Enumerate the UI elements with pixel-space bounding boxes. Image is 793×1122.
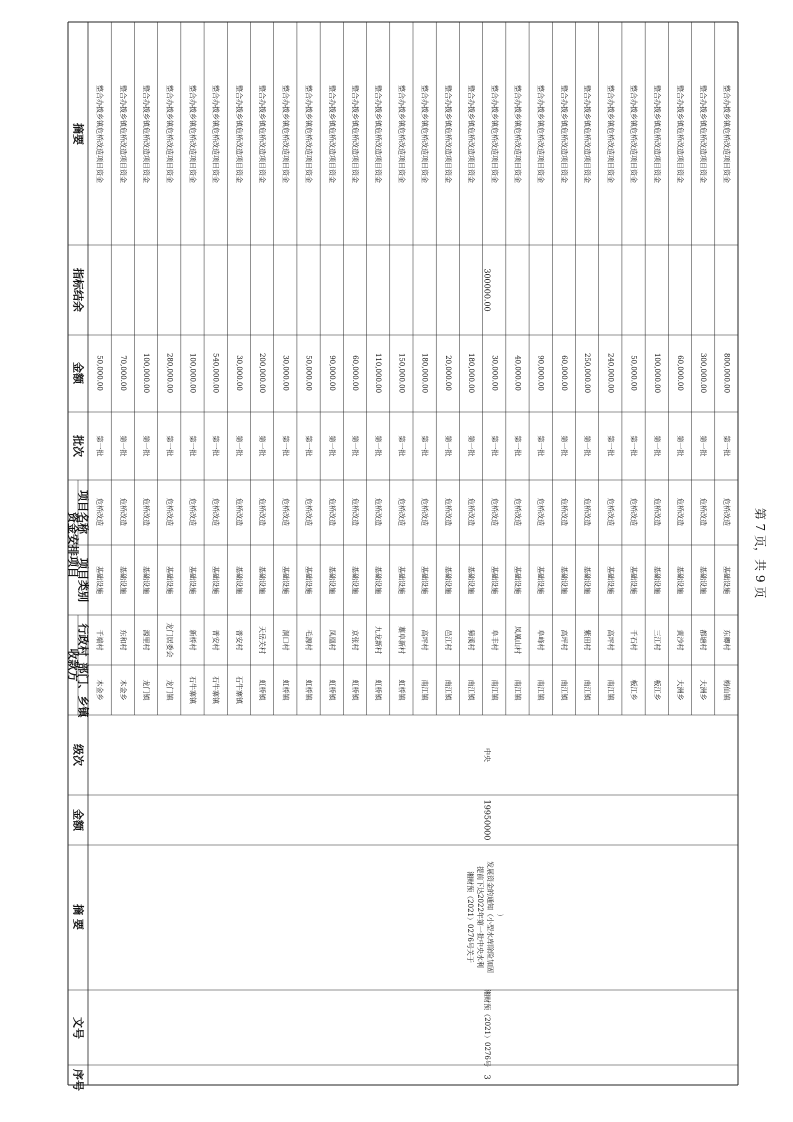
cell-summary: 整合办拨乡镇危桥改造项目资金: [490, 85, 499, 183]
cell-amount: 100,000.00: [142, 352, 151, 394]
cell-village: 三江村: [652, 629, 661, 651]
cell-town: 大洲乡: [675, 679, 684, 701]
cell-amount: 60,000.00: [350, 355, 359, 391]
cell-amount: 100,000.00: [652, 352, 661, 394]
cell-batch: 第一批: [583, 435, 592, 457]
cell-amount: 90,000.00: [327, 355, 336, 391]
group-amount: 19950000: [482, 799, 492, 841]
cell-town: 虹桥镇: [397, 679, 406, 701]
cell-summary: 整合办拨乡镇危桥改造项目资金: [374, 85, 383, 183]
cell-project-category: 基础设施: [629, 566, 638, 594]
cell-project-category: 基础设施: [699, 566, 708, 594]
cell-summary: 整合办拨乡镇危桥改造项目资金: [142, 85, 151, 183]
cell-summary: 整合办拨乡镇危桥改造项目资金: [304, 85, 313, 183]
cell-amount: 50,000.00: [304, 355, 313, 391]
cell-project-category: 基础设施: [142, 566, 151, 594]
cell-village: 高坪村: [606, 629, 615, 651]
cell-amount: 150,000.00: [397, 352, 406, 394]
cell-village: 高坪村: [420, 629, 429, 651]
cell-town: 木金乡: [95, 679, 104, 701]
cell-project-category: 基础设施: [188, 566, 197, 594]
cell-village: 洞口村: [281, 629, 290, 651]
cell-village: 东和村: [118, 629, 127, 651]
cell-summary: 整合办拨乡镇危桥改造项目资金: [188, 85, 197, 183]
cell-batch: 第一批: [559, 435, 568, 457]
cell-village: 普安村: [234, 629, 243, 651]
cell-project-name: 危桥改造: [374, 498, 383, 526]
cell-amount: 60,000.00: [559, 355, 568, 391]
cell-town: 虹桥镇: [327, 679, 336, 701]
cell-summary: 整合办拨乡镇危桥改造项目资金: [281, 85, 290, 183]
cell-project-name: 危桥改造: [513, 498, 522, 526]
cell-village: 京张村: [350, 629, 359, 651]
cell-project-name: 危桥改造: [165, 498, 174, 526]
cell-town: 虹桥镇: [374, 679, 383, 701]
cell-village: 九龙新村: [374, 626, 383, 654]
cell-summary: 整合办拨乡镇危桥改造项目资金: [652, 85, 661, 183]
cell-summary: 整合办拨乡镇危桥改造项目资金: [258, 85, 267, 183]
cell-amount: 50,000.00: [95, 355, 104, 391]
cell-amount: 30,000.00: [490, 355, 499, 391]
cell-summary: 整合办拨乡镇危桥改造项目资金: [606, 85, 615, 183]
cell-project-name: 危桥改造: [606, 498, 615, 526]
cell-batch: 第一批: [258, 435, 267, 457]
cell-summary: 整合办拨乡镇危桥改造项目资金: [722, 85, 731, 183]
cell-batch: 第一批: [142, 435, 151, 457]
cell-amount: 60,000.00: [675, 355, 684, 391]
group-summary-line: 提前下达2022年第一批中央水利: [476, 866, 484, 968]
cell-town: 南江镇: [559, 679, 568, 701]
cell-project-name: 危桥改造: [188, 498, 197, 526]
cell-town: 虹桥镇: [258, 679, 267, 701]
cell-summary: 整合办拨乡镇危桥改造项目资金: [397, 85, 406, 183]
cell-project-category: 基础设施: [606, 566, 615, 594]
group-summary-line: 发展资金的通知（小型水库除险加固: [486, 861, 494, 973]
cell-project-category: 基础设施: [258, 566, 267, 594]
cell-batch: 第一批: [722, 435, 731, 457]
cell-project-name: 危桥改造: [559, 498, 568, 526]
cell-project-name: 危桥改造: [583, 498, 592, 526]
cell-village: 藁阜新村: [397, 626, 406, 654]
cell-project-category: 基础设施: [420, 566, 429, 594]
header-summary: 摘 要: [71, 904, 85, 930]
cell-town: 梅仙镇: [722, 679, 731, 701]
cell-village: 新桥村: [188, 629, 197, 651]
cell-project-category: 基础设施: [513, 566, 522, 594]
cell-summary: 整合办拨乡镇危桥改造项目资金: [583, 85, 592, 183]
cell-amount: 20,000.00: [443, 355, 452, 391]
cell-batch: 第一批: [606, 435, 615, 457]
cell-village: 都塘村: [699, 629, 708, 651]
cell-village: 阜丰村: [490, 629, 499, 651]
cell-town: 南江镇: [443, 679, 452, 701]
cell-project-name: 危桥改造: [722, 498, 731, 526]
cell-project-category: 基础设施: [211, 566, 220, 594]
header-seq: 序号: [71, 1069, 85, 1091]
cell-village: 邑江村: [443, 629, 452, 651]
cell-summary: 整合办拨乡镇危桥改造项目资金: [675, 85, 684, 183]
group-level: 中央: [483, 748, 491, 762]
cell-batch: 第一批: [304, 435, 313, 457]
cell-project-name: 危桥改造: [443, 498, 452, 526]
cell-amount: 200,000.00: [258, 352, 267, 394]
cell-batch: 第一批: [629, 435, 638, 457]
cell-amount: 540,000.00: [211, 352, 220, 394]
cell-amount: 30,000.00: [234, 355, 243, 391]
cell-project-category: 基础设施: [467, 566, 476, 594]
cell-project-name: 危桥改造: [118, 498, 127, 526]
cell-summary: 整合办拨乡镇危桥改造项目资金: [559, 85, 568, 183]
header-level: 级次: [71, 744, 85, 766]
cell-project-category: 基础设施: [722, 566, 731, 594]
cell-village: 东卿村: [722, 629, 731, 651]
cell-village: 黄沙村: [675, 629, 684, 651]
cell-batch: 第一批: [443, 435, 452, 457]
group-summary-line: 湘财预（2021）0276号关于: [466, 871, 474, 963]
cell-project-category: 基础设施: [675, 566, 684, 594]
cell-batch: 第一批: [211, 435, 220, 457]
header-batch: 批次: [71, 435, 85, 457]
cell-project-name: 危桥改造: [536, 498, 545, 526]
cell-town: 石牛寨镇: [188, 676, 197, 704]
cell-batch: 第一批: [652, 435, 661, 457]
cell-town: 石牛寨镇: [211, 676, 220, 704]
cell-summary: 整合办拨乡镇危桥改造项目资金: [629, 85, 638, 183]
cell-project-name: 危桥改造: [490, 498, 499, 526]
cell-summary: 整合办拨乡镇危桥改造项目资金: [536, 85, 545, 183]
group-summary-line: ）: [496, 913, 504, 921]
header-row-amount: 金额: [71, 362, 85, 384]
cell-project-category: 基础设施: [350, 566, 359, 594]
cell-amount: 30,000.00: [281, 355, 290, 391]
cell-village: 千石村: [629, 629, 638, 651]
cell-summary: 整合办拨乡镇危桥改造项目资金: [699, 85, 708, 183]
cell-town: 龙门镇: [142, 679, 151, 701]
cell-batch: 第一批: [397, 435, 406, 457]
group-doc-no: 湘财预（2021）0276号: [483, 989, 491, 1067]
cell-batch: 第一批: [699, 435, 708, 457]
cell-project-name: 危桥改造: [95, 498, 104, 526]
cell-village: 凤凰山村: [513, 626, 522, 654]
cell-batch: 第一批: [536, 435, 545, 457]
cell-project-name: 危桥改造: [281, 498, 290, 526]
group-balance: 300000.00: [482, 268, 492, 312]
cell-amount: 40,000.00: [513, 355, 522, 391]
cell-project-category: 基础设施: [443, 566, 452, 594]
cell-project-name: 危桥改造: [420, 498, 429, 526]
cell-amount: 90,000.00: [536, 355, 545, 391]
cell-amount: 800,000.00: [722, 352, 731, 394]
cell-batch: 第一批: [675, 435, 684, 457]
header-admin-village: 行政村: [76, 623, 90, 657]
cell-village: 獐溪村: [467, 629, 476, 651]
cell-town: 南江镇: [513, 679, 522, 701]
header-project-name: 项目名称: [76, 490, 90, 534]
cell-project-category: 基础设施: [536, 566, 545, 594]
cell-project-category: 基础设施: [165, 566, 174, 594]
cell-project-category: 基础设施: [118, 566, 127, 594]
cell-batch: 第一批: [281, 435, 290, 457]
header-funds-project: 资金安排项目: [66, 512, 80, 578]
header-doc-no: 文号: [71, 1017, 85, 1039]
cell-town: 南江镇: [490, 679, 499, 701]
cell-village: 紫田村: [583, 629, 592, 651]
cell-town: 南江镇: [583, 679, 592, 701]
cell-batch: 第一批: [188, 435, 197, 457]
cell-project-name: 危桥改造: [629, 498, 638, 526]
cell-project-name: 危桥改造: [142, 498, 151, 526]
cell-town: 板江乡: [629, 679, 638, 701]
cell-project-category: 基础设施: [652, 566, 661, 594]
cell-batch: 第一批: [234, 435, 243, 457]
cell-project-category: 基础设施: [234, 566, 243, 594]
cell-amount: 300,000.00: [699, 352, 708, 394]
cell-town: 南江镇: [536, 679, 545, 701]
cell-amount: 180,000.00: [420, 352, 429, 394]
cell-town: 南江镇: [420, 679, 429, 701]
cell-summary: 整合办拨乡镇危桥改造项目资金: [234, 85, 243, 183]
cell-town: 板江乡: [652, 679, 661, 701]
cell-summary: 整合办拨乡镇危桥改造项目资金: [443, 85, 452, 183]
cell-village: 凤凰村: [327, 629, 336, 651]
cell-town: 南江镇: [467, 679, 476, 701]
cell-town: 木金乡: [118, 679, 127, 701]
cell-batch: 第一批: [118, 435, 127, 457]
cell-batch: 第一批: [374, 435, 383, 457]
cell-village: 龙门居委会: [165, 622, 174, 658]
cell-project-name: 危桥改造: [675, 498, 684, 526]
cell-town: 虹桥镇: [350, 679, 359, 701]
cell-batch: 第一批: [490, 435, 499, 457]
cell-town: 大洲乡: [699, 679, 708, 701]
cell-project-name: 危桥改造: [211, 498, 220, 526]
cell-project-name: 危桥改造: [397, 498, 406, 526]
cell-village: 源里村: [142, 629, 151, 651]
cell-town: 龙门镇: [165, 679, 174, 701]
cell-amount: 280,000.00: [165, 352, 174, 394]
cell-project-name: 危桥改造: [652, 498, 661, 526]
cell-town: 石牛寨镇: [234, 676, 243, 704]
cell-town: 南江镇: [606, 679, 615, 701]
cell-project-category: 基础设施: [559, 566, 568, 594]
cell-village: 阜峰村: [536, 629, 545, 651]
cell-amount: 180,000.00: [467, 352, 476, 394]
cell-summary: 整合办拨乡镇危桥改造项目资金: [95, 85, 104, 183]
page-footer: 第 7 页，共 9 页: [753, 507, 767, 599]
cell-village: 千端村: [95, 629, 104, 651]
cell-project-category: 基础设施: [281, 566, 290, 594]
cell-summary: 整合办拨乡镇危桥改造项目资金: [350, 85, 359, 183]
cell-amount: 100,000.00: [188, 352, 197, 394]
cell-village: 高坪村: [559, 629, 568, 651]
cell-town: 虹桥镇: [304, 679, 313, 701]
header-row-summary: 摘要: [71, 123, 85, 145]
cell-batch: 第一批: [327, 435, 336, 457]
cell-summary: 整合办拨乡镇危桥改造项目资金: [211, 85, 220, 183]
cell-project-name: 危桥改造: [699, 498, 708, 526]
cell-batch: 第一批: [165, 435, 174, 457]
cell-project-name: 危桥改造: [258, 498, 267, 526]
cell-project-category: 基础设施: [397, 566, 406, 594]
cell-batch: 第一批: [513, 435, 522, 457]
cell-project-category: 基础设施: [95, 566, 104, 594]
cell-summary: 整合办拨乡镇危桥改造项目资金: [165, 85, 174, 183]
header-balance: 指标结余: [71, 268, 85, 312]
cell-amount: 110,000.00: [374, 352, 383, 394]
cell-batch: 第一批: [95, 435, 104, 457]
cell-project-category: 基础设施: [583, 566, 592, 594]
cell-project-category: 基础设施: [327, 566, 336, 594]
cell-project-name: 危桥改造: [467, 498, 476, 526]
cell-project-category: 基础设施: [374, 566, 383, 594]
cell-village: 毛源村: [304, 629, 313, 651]
cell-summary: 整合办拨乡镇危桥改造项目资金: [467, 85, 476, 183]
cell-project-name: 危桥改造: [234, 498, 243, 526]
cell-project-category: 基础设施: [304, 566, 313, 594]
cell-amount: 240,000.00: [606, 352, 615, 394]
group-seq: 3: [482, 1074, 492, 1080]
cell-project-name: 危桥改造: [350, 498, 359, 526]
cell-summary: 整合办拨乡镇危桥改造项目资金: [327, 85, 336, 183]
cell-batch: 第一批: [350, 435, 359, 457]
header-amount: 金额: [71, 809, 85, 831]
cell-amount: 250,000.00: [583, 352, 592, 394]
cell-village: 天岳关村: [258, 626, 267, 654]
header-dept-town: 部门、乡镇: [76, 662, 90, 718]
cell-batch: 第一批: [420, 435, 429, 457]
cell-project-category: 基础设施: [490, 566, 499, 594]
header-project-category: 项目类别: [76, 558, 90, 602]
cell-amount: 50,000.00: [629, 355, 638, 391]
cell-batch: 第一批: [467, 435, 476, 457]
cell-amount: 70,000.00: [118, 355, 127, 391]
cell-summary: 整合办拨乡镇危桥改造项目资金: [420, 85, 429, 183]
cell-summary: 整合办拨乡镇危桥改造项目资金: [513, 85, 522, 183]
cell-town: 虹桥镇: [281, 679, 290, 701]
cell-project-name: 危桥改造: [304, 498, 313, 526]
header-recipient: 收款方: [66, 648, 80, 682]
cell-village: 普安村: [211, 629, 220, 651]
cell-project-name: 危桥改造: [327, 498, 336, 526]
cell-summary: 整合办拨乡镇危桥改造项目资金: [118, 85, 127, 183]
